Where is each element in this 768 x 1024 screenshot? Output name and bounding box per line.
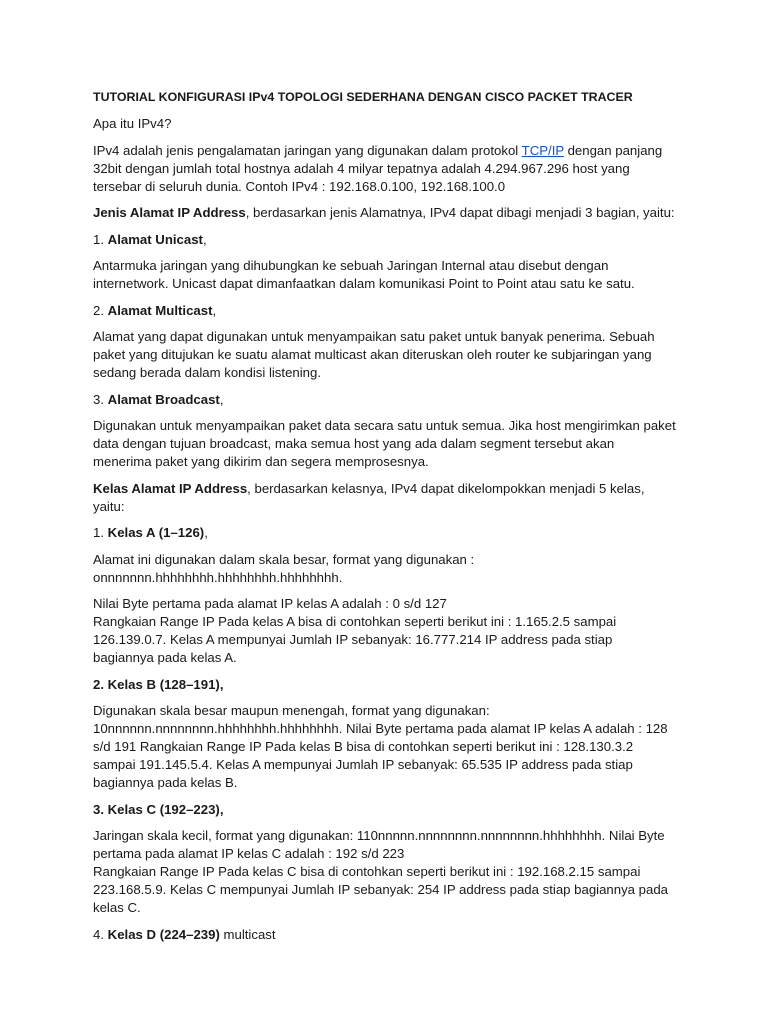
kelas-a-details [93, 595, 676, 667]
unicast-description: Antarmuka jaringan yang dihubungkan ke sebuah Jaringan Internal atau disebut dengan internetwork. Unicast dapat dimanfaatkan dalam komunikasi Point to Point atau satu ke satu. [93, 258, 635, 291]
multicast-description: Alamat yang dapat digunakan untuk menyampaikan satu paket untuk banyak penerima. Sebuah paket yang ditujukan ke suatu alamat multicast akan diteruskan oleh router ke subjaringan yang sedang berada dalam kondisi listening. [93, 329, 655, 380]
kelas-c-range-line: Rangkaian Range IP Pada kelas C bisa di contohkan seperti berikut ini : 192.168.2.15 sampai 223.168.5.9. Kelas C mempunyai Jumlah IP sebanyak: 254 IP address pada stiap bagiannya pada kelas C. [93, 864, 669, 915]
intro-paragraph [93, 142, 676, 196]
broadcast-comma: , [219, 391, 224, 407]
kelas-a-heading [93, 524, 676, 542]
jenis-text: , berdasarkan jenis Alamatnya, IPv4 dapat dibagi menjadi 3 bagian, yaitu: [245, 205, 675, 220]
kelas-d-suffix: multicast [219, 926, 276, 942]
unicast-heading [93, 231, 676, 249]
tcpip-link[interactable]: TCP/IP [521, 142, 564, 158]
unicast-comma: , [202, 231, 207, 247]
kelas-c-heading [93, 801, 676, 819]
kelas-d-number: 4. [93, 926, 108, 942]
multicast-comma: , [212, 302, 217, 318]
jenis-paragraph [93, 204, 676, 222]
multicast-number: 2. [93, 302, 108, 318]
broadcast-heading [93, 391, 676, 409]
intro-text-pre: IPv4 adalah jenis pengalamatan jaringan yang digunakan dalam protokol [93, 142, 522, 158]
unicast-number: 1. [93, 231, 108, 247]
intro-text-post: dengan panjang 32bit dengan jumlah total hostnya adalah 4 milyar tepatnya adalah 4.294.967.296 host yang tersebar di seluruh dunia. Contoh IPv4 : 192.168.0.100, 192.168.100.0 [93, 142, 663, 194]
kelas-text: , berdasarkan kelasnya, IPv4 dapat dikelompokkan menjadi 5 kelas, yaitu: [93, 480, 645, 514]
jenis-heading: Jenis Alamat IP Address [93, 205, 246, 220]
kelas-paragraph [93, 480, 676, 516]
kelas-b-description: Digunakan skala besar maupun menengah, format yang digunakan: 10nnnnnn.nnnnnnnn.hhhhhhhh.hhhhhhhh. Nilai Byte pertama pada alamat IP kelas A adalah : 128 s/d 191 Rangkaian Range IP Pada kelas B bisa di contohkan seperti berikut ini : 128.130.3.2 sampai 191.145.5.4. Kelas A mempunyai Jumlah IP sebanyak: 65.535 IP address pada stiap bagiannya pada kelas B. [93, 703, 668, 790]
kelas-d-heading [93, 926, 676, 944]
kelas-a-byte-line: Nilai Byte pertama pada alamat IP kelas A adalah : 0 s/d 127 [93, 596, 447, 611]
broadcast-description: Digunakan untuk menyampaikan paket data secara satu untuk semua. Jika host mengirimkan paket data dengan tujuan broadcast, maka semua host yang ada dalam segment tersebut akan menerima paket yang dikirim dan segera memprosesnya. [93, 418, 676, 469]
broadcast-number: 3. [93, 391, 108, 407]
kelas-a-number: 1. [93, 525, 108, 540]
kelas-d-title: Kelas D (224–239) [107, 926, 220, 942]
kelas-a-comma: , [204, 525, 208, 540]
kelas-a-title: Kelas A (1–126) [107, 525, 205, 540]
kelas-c-description [93, 827, 676, 917]
multicast-title: Alamat Multicast [107, 302, 213, 318]
kelas-b-heading [93, 676, 676, 694]
kelas-b-title: 2. Kelas B (128–191), [93, 676, 224, 692]
document-title: TUTORIAL KONFIGURASI IPv4 TOPOLOGI SEDERHANA DENGAN CISCO PACKET TRACER [93, 90, 633, 104]
kelas-heading: Kelas Alamat IP Address [93, 480, 248, 496]
kelas-a-description: Alamat ini digunakan dalam skala besar, format yang digunakan : onnnnnnn.hhhhhhhh.hhhhhhhh.hhhhhhhh. [93, 551, 475, 585]
kelas-c-format-line: Jaringan skala kecil, format yang digunakan: 110nnnnn.nnnnnnnn.nnnnnnnn.hhhhhhhh. Nilai Byte pertama pada alamat IP kelas C adalah : 192 s/d 223 [93, 828, 665, 861]
question-heading: Apa itu IPv4? [93, 116, 172, 131]
unicast-title: Alamat Unicast [107, 231, 203, 247]
kelas-a-range-line: Rangkaian Range IP Pada kelas A bisa di contohkan seperti berikut ini : 1.165.2.5 sampai 126.139.0.7. Kelas A mempunyai Jumlah IP sebanyak: 16.777.214 IP address pada stiap bagiannya pada kelas A. [93, 614, 617, 665]
multicast-heading [93, 302, 676, 320]
kelas-c-title: 3. Kelas C (192–223), [93, 801, 224, 817]
broadcast-title: Alamat Broadcast [107, 391, 220, 407]
